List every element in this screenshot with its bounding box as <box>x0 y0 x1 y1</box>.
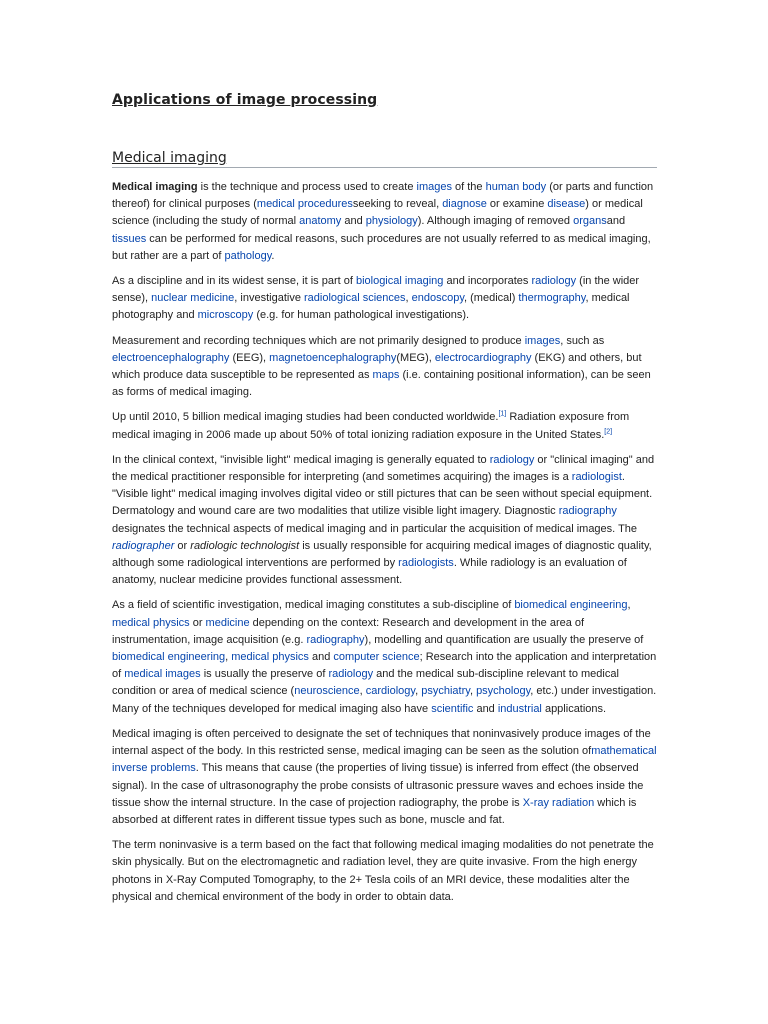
text-run: depending on the context: Research and development in the area of instrumentation, image acquisition (e.g. <box>112 616 585 646</box>
inline-link[interactable]: medical physics <box>231 651 309 664</box>
inline-link[interactable]: nuclear medicine <box>151 292 235 305</box>
text-run: and incorporates <box>443 275 532 288</box>
text-run: (EEG), <box>229 351 270 364</box>
inline-link[interactable]: industrial <box>497 702 542 715</box>
inline-link[interactable]: biomedical engineering <box>514 599 628 612</box>
inline-link[interactable]: biomedical engineering <box>112 651 226 664</box>
inline-link[interactable]: mathematical inverse problems <box>112 745 657 775</box>
text-run: , etc.) under investigation. Many of the techniques developed for medical imaging also have <box>112 685 657 715</box>
inline-link[interactable]: images <box>416 181 452 193</box>
text-run: ). Although imaging of removed <box>417 215 574 228</box>
paragraph <box>112 726 657 829</box>
inline-link[interactable]: radiologists <box>398 557 454 570</box>
inline-link[interactable]: computer science <box>333 651 420 664</box>
text-run: is usually the preserve of <box>200 668 329 681</box>
text-run: and the medical sub-discipline relevant to medical condition or area of medical science ( <box>112 668 619 698</box>
text-run: (MEG), <box>396 351 435 364</box>
inline-link[interactable]: medical physics <box>112 616 190 629</box>
text-run: (i.e. containing positional information), can be seen as forms of medical imaging. <box>112 369 651 399</box>
inline-link[interactable]: psychology <box>476 685 531 698</box>
paragraph <box>112 452 657 590</box>
paragraph <box>112 273 657 325</box>
italic-term: radiologic technologist <box>190 539 300 552</box>
text-run: and <box>341 215 366 228</box>
inline-link[interactable]: maps <box>372 369 400 382</box>
text-run: which is absorbed at different rates in different tissue types such as bone, muscle and fat. <box>112 796 637 826</box>
text-run: (EKG) and others, but which produce data susceptible to be represented as <box>112 351 642 382</box>
paragraph <box>112 837 657 906</box>
text-run: (or parts and function thereof) for clinical purposes ( <box>112 181 654 211</box>
inline-link[interactable]: psychiatry <box>421 685 470 698</box>
text-run: Medical imaging is often perceived to designate the set of techniques that noninvasively produce images of the internal aspect of the body. In this restricted sense, medical imaging can be seen as the solution of <box>112 727 651 758</box>
text-run: or <box>189 616 206 629</box>
text-run: The term noninvasive is a term based on the fact that following medical imaging modalities do not penetrate the skin physically. But on the electromagnetic and radiation level, they are quite invasive. From the high energy photons in X-Ray Computed Tomography, to the 2+ Tesla coils of an MRI device, these modalities alter the physical and chemical environment of the body in order to obtain data. <box>112 839 654 903</box>
article-content <box>112 90 657 914</box>
text-run: , <box>359 685 366 698</box>
text-run: , investigative <box>234 292 304 305</box>
inline-link[interactable]: medical procedures <box>256 198 353 211</box>
inline-link[interactable]: electroencephalography <box>112 351 230 364</box>
text-run: . "Visible light" medical imaging involves digital video or still pictures that can be seen without special equipment. Dermatology and wound care are two modalities that utilize visible light imagery. Diagnostic <box>112 471 653 518</box>
inline-link[interactable]: neuroscience <box>294 685 360 698</box>
text-run: or examine <box>486 198 548 211</box>
paragraph <box>112 333 657 402</box>
text-run: seeking to reveal, <box>352 198 443 211</box>
text-run: . While radiology is an evaluation of anatomy, nuclear medicine provides functional assessment. <box>112 557 627 587</box>
inline-link[interactable]: radiography <box>306 633 365 646</box>
text-run: or "clinical imaging" and the medical practitioner responsible for interpreting (and sometimes acquiring) the images is a <box>112 453 655 484</box>
article-body <box>112 179 657 906</box>
text-run: , such as <box>560 334 605 347</box>
text-run: applications. <box>541 702 607 715</box>
section-heading <box>112 150 657 168</box>
text-run: is usually responsible for acquiring medical images of diagnostic quality, although some radiological interventions are performed by <box>112 539 652 570</box>
inline-link[interactable]: radiological sciences <box>304 292 406 305</box>
text-run: (e.g. for human pathological investigations). <box>253 309 470 322</box>
text-run: As a discipline and in its widest sense, it is part of <box>112 275 356 288</box>
inline-link[interactable]: cardiology <box>365 685 416 698</box>
section-heading-text: Medical imaging <box>112 150 227 166</box>
inline-link[interactable]: images <box>524 334 561 347</box>
inline-link[interactable]: pathology <box>224 249 272 262</box>
inline-link[interactable]: medicine <box>205 616 250 629</box>
text-run: ; Research into the application and interpretation of <box>112 651 657 681</box>
text-run: and <box>606 215 626 228</box>
inline-link[interactable]: radiologist <box>571 471 622 484</box>
text-run: , <box>405 292 412 305</box>
text-run: Radiation exposure from medical imaging in 2006 made up about 50% of total ionizing radiation exposure in the United States. <box>112 411 630 441</box>
text-run: As a field of scientific investigation, medical imaging constitutes a sub-discipline of <box>112 599 515 612</box>
inline-link[interactable]: X-ray radiation <box>522 796 595 809</box>
text-run: , <box>469 685 477 698</box>
inline-link[interactable]: radiology <box>531 275 577 288</box>
inline-link[interactable]: tissues <box>112 232 147 245</box>
text-run: of the <box>451 181 486 193</box>
text-run: designates the technical aspects of medical imaging and in particular the acquisition of medical images. The <box>112 522 638 535</box>
text-run: and <box>473 702 498 715</box>
text-run: . <box>271 249 275 262</box>
inline-link[interactable]: thermography <box>518 292 586 305</box>
inline-link[interactable]: radiographer <box>112 539 175 552</box>
paragraph <box>112 597 657 717</box>
inline-link[interactable]: microscopy <box>197 309 254 322</box>
inline-link[interactable]: magnetoencephalography <box>269 351 397 364</box>
text-run: , <box>225 651 232 664</box>
citation-ref[interactable]: [1] <box>498 410 507 418</box>
inline-link[interactable]: radiography <box>558 505 617 518</box>
text-run: Up until 2010, 5 billion medical imaging studies had been conducted worldwide. <box>112 411 499 424</box>
text-run: In the clinical context, "invisible light" medical imaging is generally equated to <box>112 453 490 466</box>
text-run: , (medical) <box>464 292 519 305</box>
text-run: , <box>415 685 422 698</box>
paragraph <box>112 179 657 265</box>
text-run: , medical photography and <box>112 292 630 322</box>
inline-link[interactable]: scientific <box>431 702 474 715</box>
text-run: or <box>174 539 191 552</box>
paragraph <box>112 409 657 443</box>
text-run: Measurement and recording techniques which are not primarily designed to produce <box>112 334 525 347</box>
inline-link[interactable]: physiology <box>365 215 418 228</box>
inline-link[interactable]: disease <box>547 198 586 211</box>
inline-link[interactable]: organs <box>573 215 607 228</box>
inline-link[interactable]: medical images <box>124 668 201 681</box>
inline-link[interactable]: radiology <box>489 453 535 466</box>
text-run: (in the wider sense), <box>112 275 640 305</box>
text-run: ) or medical science (including the study of normal <box>112 198 643 228</box>
inline-link[interactable]: biological imaging <box>355 275 444 288</box>
inline-link[interactable]: radiology <box>328 668 374 681</box>
bold-term: Medical imaging <box>112 181 198 193</box>
inline-link[interactable]: anatomy <box>299 215 342 228</box>
text-run: and <box>308 651 334 664</box>
inline-link[interactable]: electrocardiography <box>434 351 532 364</box>
citation-ref[interactable]: [2] <box>604 427 613 435</box>
page-title: Applications of image processing <box>112 92 378 108</box>
text-run: ), modelling and quantification are usually the preserve of <box>364 633 644 646</box>
text-run: , <box>627 599 631 612</box>
text-run: . This means that cause (the properties of living tissue) is inferred from effect (the observed signal). In the case of ultrasonography the probe consists of ultrasonic pressure waves and echoes inside the tissue show the internal structure. In the case of projection radiography, the probe is <box>112 762 644 809</box>
inline-link[interactable]: endoscopy <box>411 292 465 305</box>
inline-link[interactable]: diagnose <box>442 198 487 211</box>
text-run: is the technique and process used to create <box>197 181 417 193</box>
inline-link[interactable]: human body <box>485 181 547 193</box>
text-run: can be performed for medical reasons, such procedures are not usually referred to as medical imaging, but rather are a part of <box>112 232 651 262</box>
